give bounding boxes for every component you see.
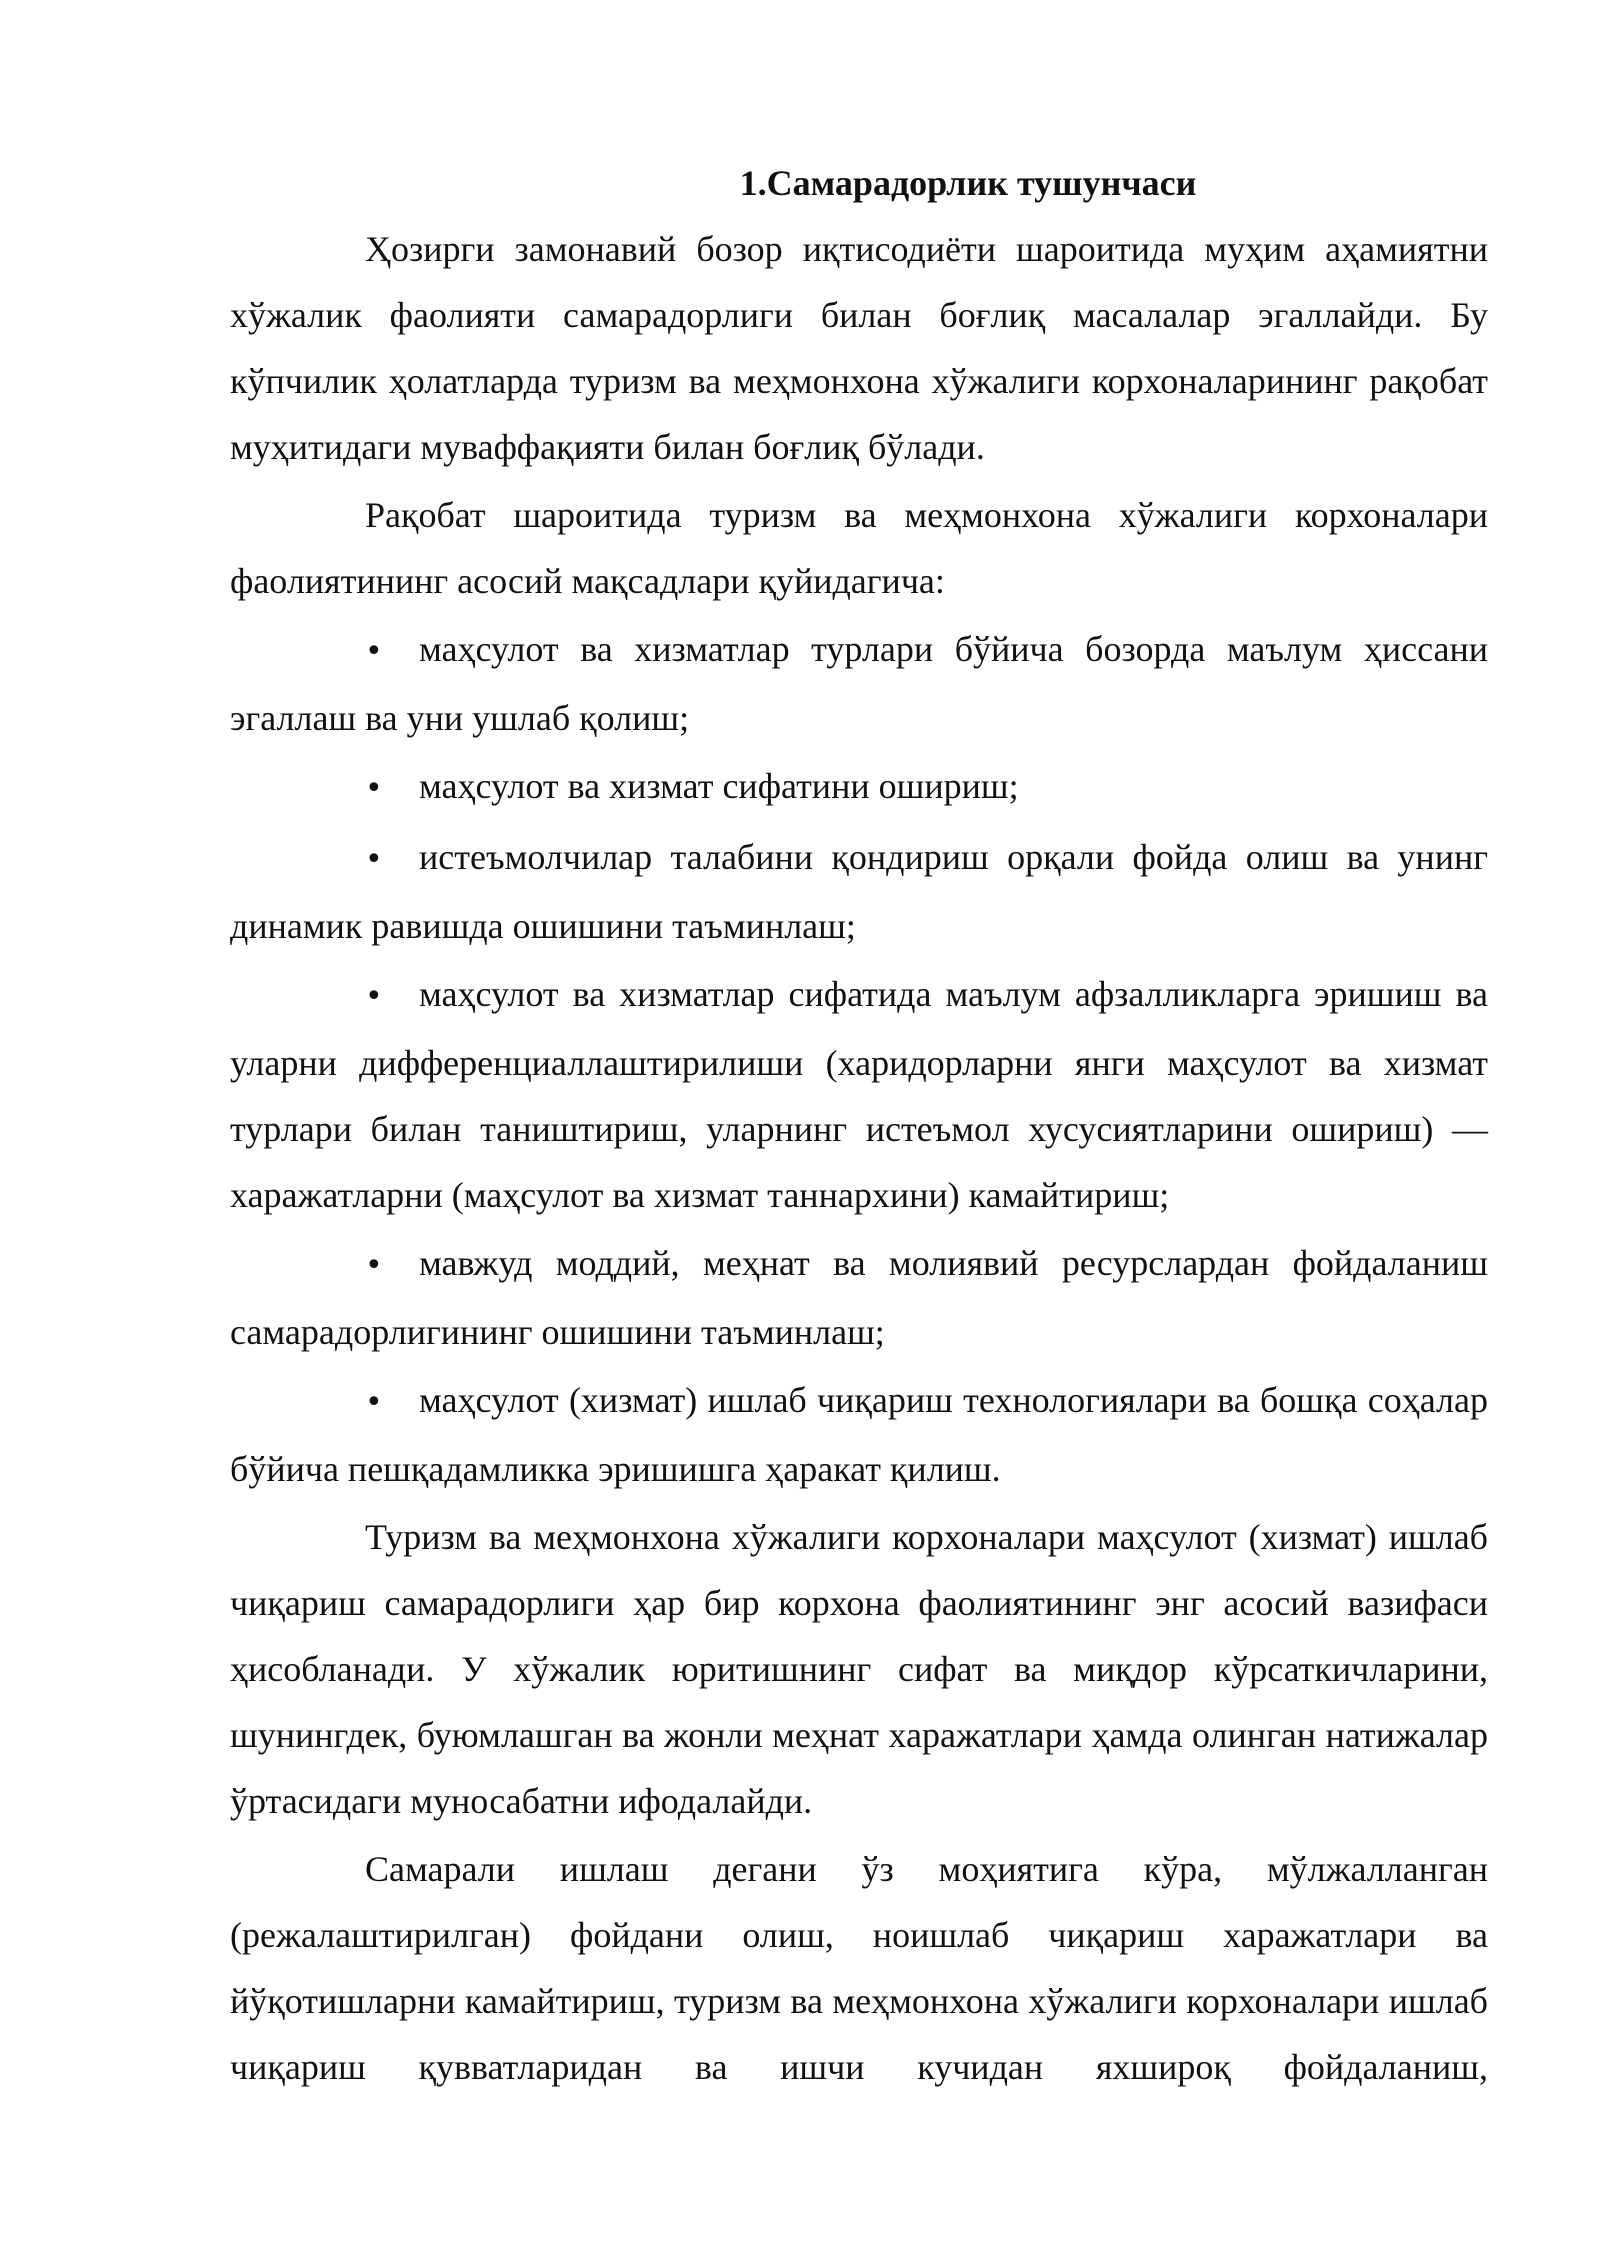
bullet-text: маҳсулот ва хизматлар турлари бўйича бозорда маълум ҳиссани эгаллаш ва уни ушлаб қолиш; <box>230 629 1488 738</box>
bullet-item <box>230 824 1488 961</box>
bullet-icon: • <box>365 1385 383 1420</box>
bullet-icon: • <box>365 1248 383 1283</box>
bullet-item <box>230 961 1488 1230</box>
bullet-icon: • <box>365 634 383 669</box>
bullet-text: мавжуд моддий, меҳнат ва молиявий ресурслардан фойдаланиш самарадорлигининг ошишини таъминлаш; <box>230 1243 1488 1352</box>
bullet-icon: • <box>365 842 383 877</box>
document-body <box>230 150 1488 2102</box>
bullet-item <box>230 1230 1488 1367</box>
bullet-text: маҳсулот ва хизматлар сифатида маълум афзалликларга эришиш ва уларни дифференциаллаштирилиши (харидорларни янги маҳсулот ва хизмат турлари билан таништириш, уларнинг истеъмол хусусиятларини ошириш) —харажатларни (маҳсулот ва хизмат таннархини) камайтириш; <box>230 974 1488 1215</box>
paragraph: Самарали ишлаш дегани ўз моҳиятига кўра, мўлжалланган (режалаштирилган) фойдани олиш, ноишлаб чиқариш харажатлари ва йўқотишларни камайтириш, туризм ва меҳмонхона хўжалиги корхоналари ишлаб чиқариш қувватларидан ва ишчи кучидан яхшироқ фойдаланиш, <box>230 1849 1488 2087</box>
bullet-icon: • <box>365 979 383 1014</box>
paragraph: Рақобат шароитида туризм ва меҳмонхона хўжалиги корхоналари фаолиятининг асосий мақсадлари қуйидагича: <box>230 495 1488 601</box>
bullet-text: маҳсулот ва хизмат сифатини ошириш; <box>419 766 1019 806</box>
bullet-item <box>230 616 1488 753</box>
paragraph: Туризм ва меҳмонхона хўжалиги корхоналари маҳсулот (хизмат) ишлаб чиқариш самарадорлиги ҳар бир корхона фаолиятининг энг асосий вазифаси ҳисобланади. У хўжалик юритишнинг сифат ва миқдор кўрсаткичларини, шунингдек, буюмлашган ва жонли меҳнат харажатлари ҳамда олинган натижалар ўртасидаги муносабатни ифодалайди. <box>230 1517 1488 1821</box>
bullet-text: истеъмолчилар талабини қондириш орқали фойда олиш ва унинг динамик равишда ошишини таъминлаш; <box>230 837 1488 946</box>
paragraph: Ҳозирги замонавий бозор иқтисодиёти шароитида муҳим аҳамиятни хўжалик фаолияти самарадорлиги билан боғлиқ масалалар эгаллайди. Бу кўпчилик ҳолатларда туризм ва меҳмонхона хўжалиги корхоналарининг рақобат муҳитидаги муваффақияти билан боғлиқ бўлади. <box>230 229 1488 467</box>
bullet-item <box>230 1367 1488 1504</box>
bullet-icon: • <box>365 771 383 806</box>
bullet-item <box>230 753 1488 824</box>
bullet-text: маҳсулот (хизмат) ишлаб чиқариш технологиялари ва бошқа соҳалар бўйича пешқадамликка эришишга ҳаракат қилиш. <box>230 1380 1488 1489</box>
section-title: 1.Самарадорлик тушунчаси <box>739 163 1197 203</box>
